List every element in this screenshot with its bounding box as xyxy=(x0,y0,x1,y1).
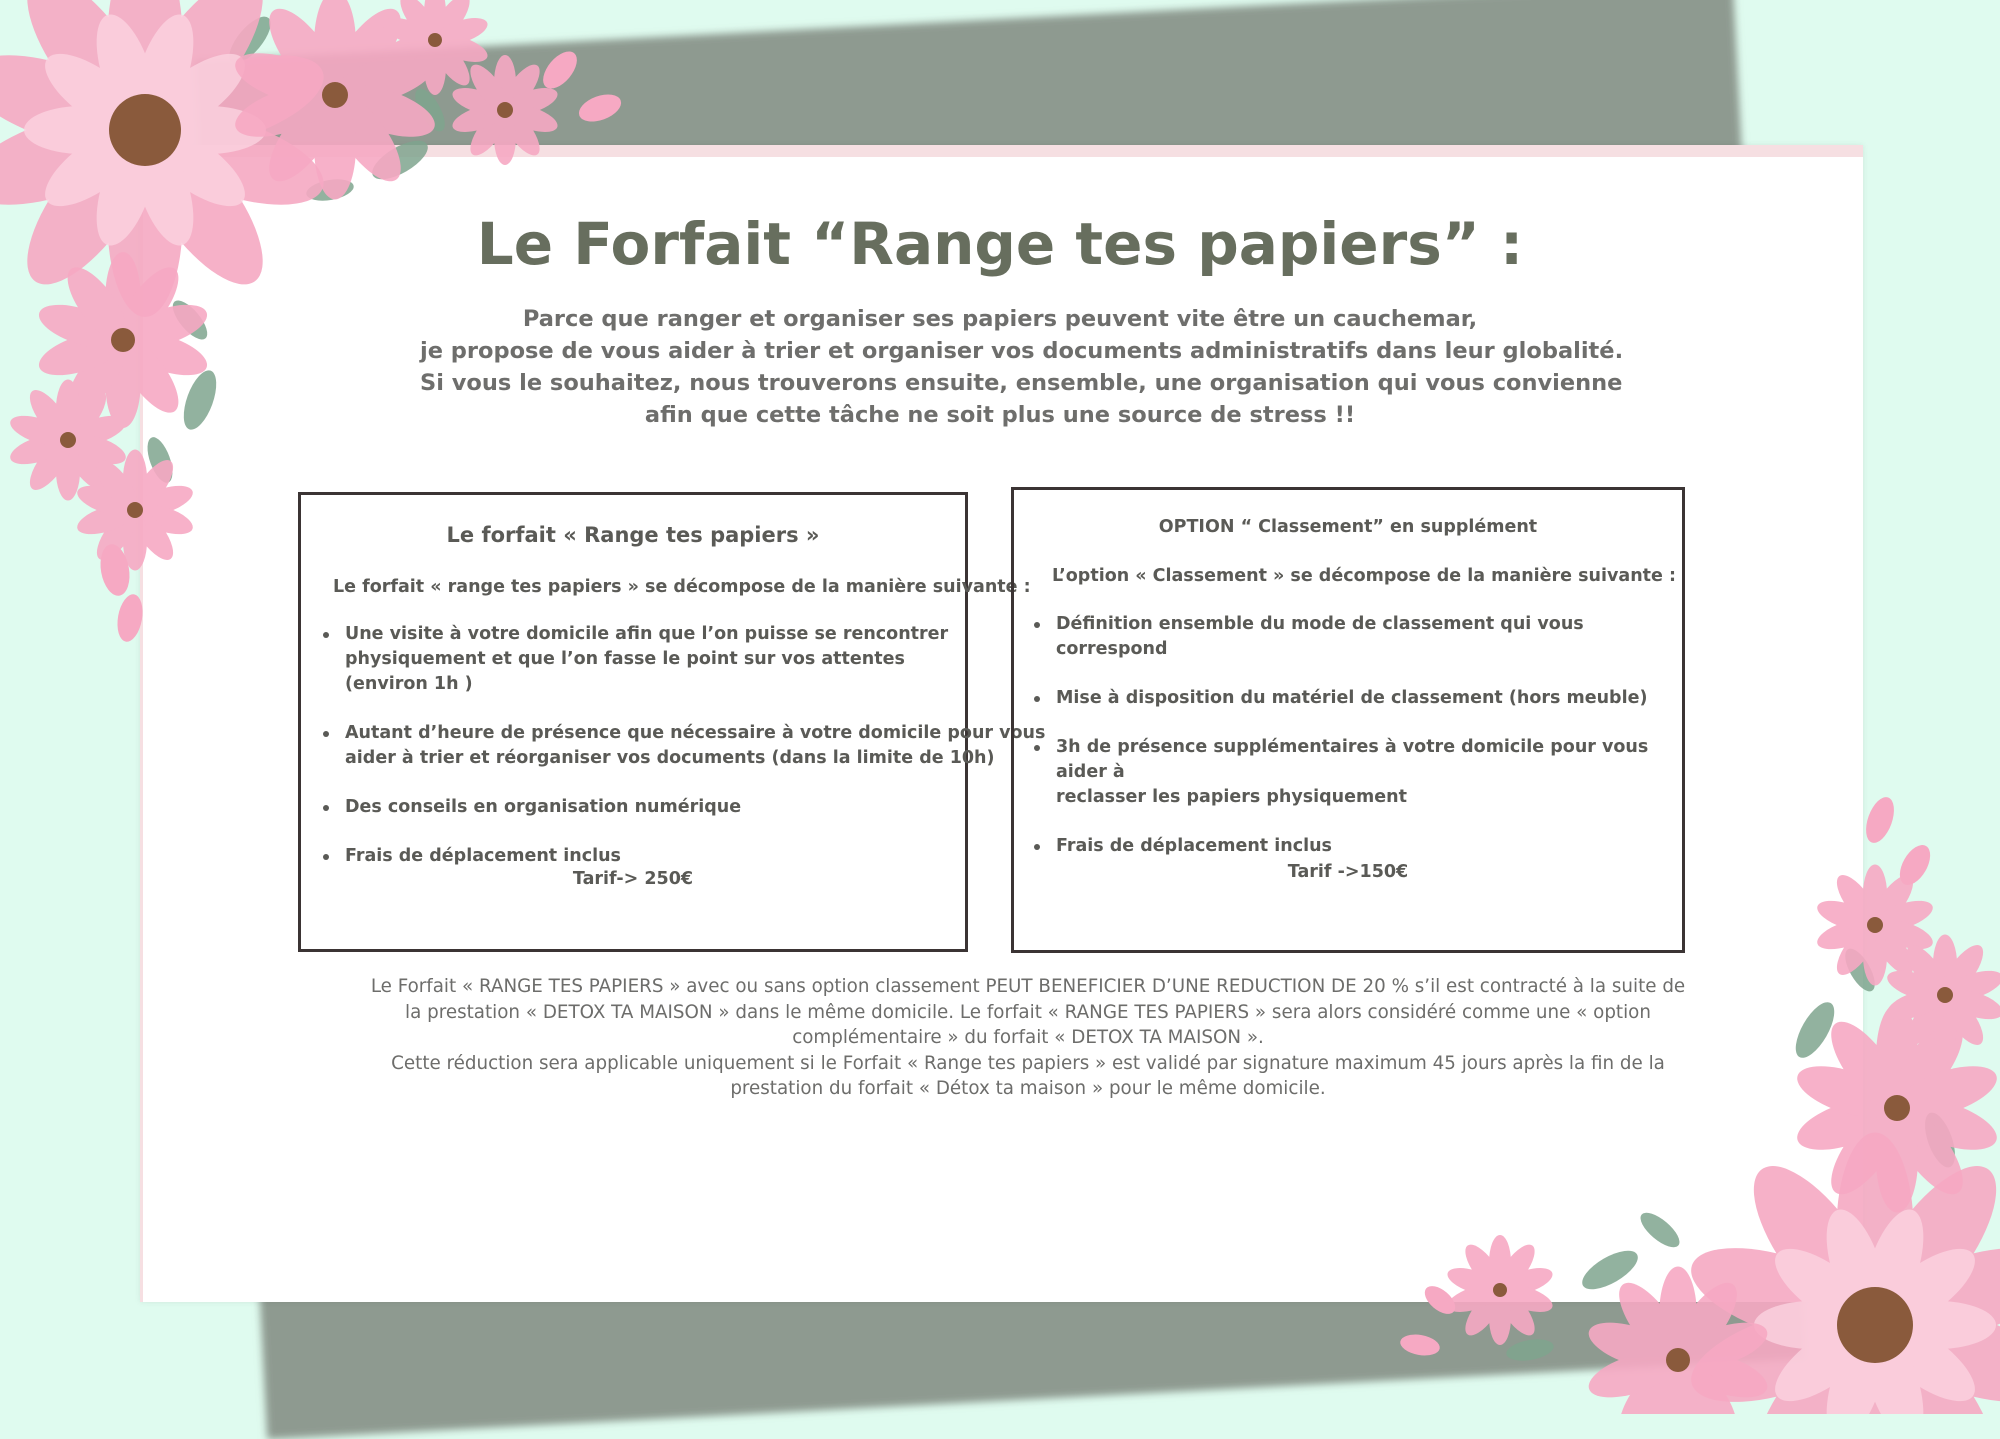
list-item: Des conseils en organisation numérique xyxy=(323,795,963,820)
list-item: Frais de déplacement inclus xyxy=(323,844,963,869)
intro-line: Parce que ranger et organiser ses papiers peuvent vite être un cauchemar, xyxy=(522,306,1478,332)
flower-bouquet-bottom-right-icon xyxy=(1360,790,2000,1414)
note-line: Cette réduction sera applicable uniquement si le Forfait « Range tes papiers » est validé par signature maximum 45 jours après la fin de la xyxy=(391,1052,1665,1074)
note-line: prestation du forfait « Détox ta maison » pour le même domicile. xyxy=(730,1078,1326,1099)
option-price: Tarif ->150€ xyxy=(1287,862,1409,882)
intro-line: afin que cette tâche ne soit plus une source de stress !! xyxy=(644,402,1356,428)
list-item: Définition ensemble du mode de classement qui vous correspond xyxy=(1034,612,1674,662)
note-line: complémentaire » du forfait « DETOX TA MAISON ». xyxy=(792,1027,1264,1048)
forfait-box-intro: Le forfait « range tes papiers » se décompose de la manière suivante : xyxy=(333,577,1031,597)
note-line: la prestation « DETOX TA MAISON » dans le même domicile. Le forfait « RANGE TES PAPIERS » sera alors considéré comme une « option xyxy=(405,1001,1651,1023)
list-item: Autant d’heure de présence que nécessaire à votre domicile pour vous aider à trier et réorganiser vos documents (dans la limite de 10h) xyxy=(323,721,963,771)
list-item: Une visite à votre domicile afin que l’on puisse se rencontrer physiquement et que l’on fasse le point sur vos attentes (environ 1h ) xyxy=(323,622,963,697)
list-item: Mise à disposition du matériel de classement (hors meuble) xyxy=(1034,686,1674,711)
forfait-price: Tarif-> 250€ xyxy=(572,869,694,889)
page-title: Le Forfait “Range tes papiers” : xyxy=(476,210,1524,278)
intro-line: je propose de vous aider à trier et organiser vos documents administratifs dans leur globalité. xyxy=(420,338,1624,364)
note-line: Le Forfait « RANGE TES PAPIERS » avec ou sans option classement PEUT BENEFICIER D’UNE REDUCTION DE 20 % s’il est contracté à la suite de xyxy=(370,976,1686,997)
option-box-intro: L’option « Classement » se décompose de la manière suivante : xyxy=(1052,566,1676,586)
forfait-box-title: Le forfait « Range tes papiers » xyxy=(446,523,820,547)
option-box-title: OPTION “ Classement” en supplément xyxy=(1158,517,1538,537)
list-item: 3h de présence supplémentaires à votre domicile pour vous aider à reclasser les papiers physiquement xyxy=(1034,735,1674,810)
flower-bouquet-top-left-icon xyxy=(0,0,640,660)
list-item: Frais de déplacement inclus xyxy=(1034,834,1674,859)
intro-line: Si vous le souhaitez, nous trouverons ensuite, ensemble, une organisation qui vous convienne xyxy=(420,370,1623,396)
